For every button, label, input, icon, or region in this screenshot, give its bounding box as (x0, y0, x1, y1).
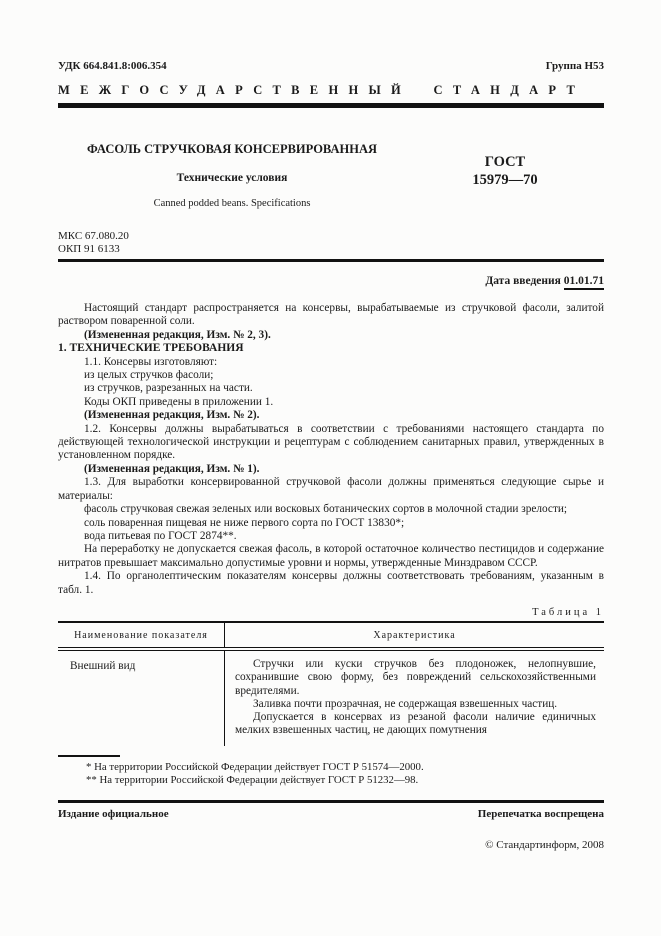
title-rule (58, 259, 604, 262)
group-code: Группа Н53 (545, 60, 604, 72)
characteristic-paragraph: Допускается в консервах из резаной фасоли наличие единичных мелких взвешенных частиц, не дающих помутнения (235, 711, 596, 737)
footnote-2: ** На территории Российской Федерации действует ГОСТ Р 51232—98. (86, 774, 419, 787)
footer-row (58, 808, 604, 820)
gost-label: ГОСТ (484, 154, 526, 170)
document-title: ФАСОЛЬ СТРУЧКОВАЯ КОНСЕРВИРОВАННАЯ (86, 142, 378, 156)
column-header-characteristic: Характеристика (225, 622, 605, 649)
paragraph-1-1-item: из целых стручков фасоли; (84, 369, 214, 382)
table-caption: Таблица 1 (532, 606, 604, 618)
header-rule (58, 103, 604, 108)
document-body (58, 302, 604, 597)
table-row (58, 649, 604, 746)
standard-kind-heading: МЕЖГОСУДАРСТВЕННЫЙ СТАНДАРТ (58, 83, 586, 97)
udk-row (58, 60, 604, 72)
indicator-name-cell: Внешний вид (58, 649, 225, 746)
document-subtitle-en: Canned podded beans. Specifications (153, 198, 311, 209)
amendment-note: (Измененная редакция, Изм. № 1). (84, 462, 260, 475)
paragraph-1-3-item: фасоль стручковая свежая зеленых или восковых ботанических сортов в молочной стадии зрелости; (84, 503, 568, 516)
paragraph-1-3-item: соль поваренная пищевая не ниже первого сорта по ГОСТ 13830*; (84, 516, 405, 529)
document-subtitle: Технические условия (176, 172, 288, 184)
footnote-1: * На территории Российской Федерации действует ГОСТ Р 51574—2000. (86, 760, 424, 773)
paragraph-1-3-item: вода питьевая по ГОСТ 2874**. (84, 529, 237, 542)
characteristic-paragraph: Заливка почти прозрачная, не содержащая взвешенных частиц. (253, 697, 558, 710)
title-section (58, 142, 604, 209)
paragraph-okp-note: Коды ОКП приведены в приложении 1. (84, 395, 274, 408)
udk-code: УДК 664.841.8:006.354 (58, 60, 167, 72)
amendment-note: (Измененная редакция, Изм. № 2). (84, 409, 260, 422)
official-edition-label: Издание официальное (58, 807, 169, 820)
paragraph-pesticides: На переработку не допускается свежая фасоль, в которой остаточное количество пестицидов и содержание нитратов превышает максимально допустимые уровни и нормы, утвержденные Минздравом СССР. (58, 543, 604, 569)
paragraph-1-1: 1.1. Консервы изготовляют: (84, 355, 218, 368)
paragraph-1-4: 1.4. По органолептическим показателям консервы должны соответствовать требованиям, указанным в табл. 1. (58, 570, 604, 596)
introduction-date (58, 275, 604, 287)
gost-number: 15979—70 (472, 172, 538, 188)
reprint-prohibited-label: Перепечатка воспрещена (477, 807, 604, 820)
footer-rule (58, 800, 604, 803)
footnote-separator (58, 755, 120, 757)
footnotes (58, 761, 604, 788)
characteristics-table (58, 621, 604, 746)
date-label: Дата введения (485, 275, 561, 287)
characteristic-cell (225, 649, 605, 746)
section-1-heading: 1. ТЕХНИЧЕСКИЕ ТРЕБОВАНИЯ (58, 342, 244, 355)
mks-code: МКС 67.080.20 (58, 230, 129, 242)
title-column (58, 142, 406, 209)
paragraph-1-1-item: из стручков, разрезанных на части. (84, 382, 253, 395)
paragraph-1-3: 1.3. Для выработки консервированной стручковой фасоли должны применяться следующие сырье и материалы: (58, 476, 604, 502)
paragraph-1-2: 1.2. Консервы должны вырабатываться в соответствии с требованиями настоящего стандарта по действующей технологической инструкции и рецептурам с соблюдением санитарных правил, утвержденных в установленном порядке. (58, 422, 604, 462)
column-header-name: Наименование показателя (58, 622, 225, 649)
scope-amendment: (Измененная редакция, Изм. № 2, 3). (84, 328, 271, 341)
okp-code: ОКП 91 6133 (58, 243, 120, 255)
date-value: 01.01.71 (564, 275, 604, 290)
scope-paragraph: Настоящий стандарт распространяется на консервы, вырабатываемые из стручковой фасоли, залитой раствором поваренной соли. (58, 302, 604, 328)
table-header-row (58, 622, 604, 649)
classification-codes (58, 230, 604, 256)
characteristic-paragraph: Стручки или куски стручков без плодоножек, нелопнувшие, сохранившие свою форму, без повреждений сельскохозяйственными вредителями. (235, 657, 596, 697)
gost-designation (406, 153, 604, 209)
copyright-notice: © Стандартинформ, 2008 (485, 838, 604, 851)
